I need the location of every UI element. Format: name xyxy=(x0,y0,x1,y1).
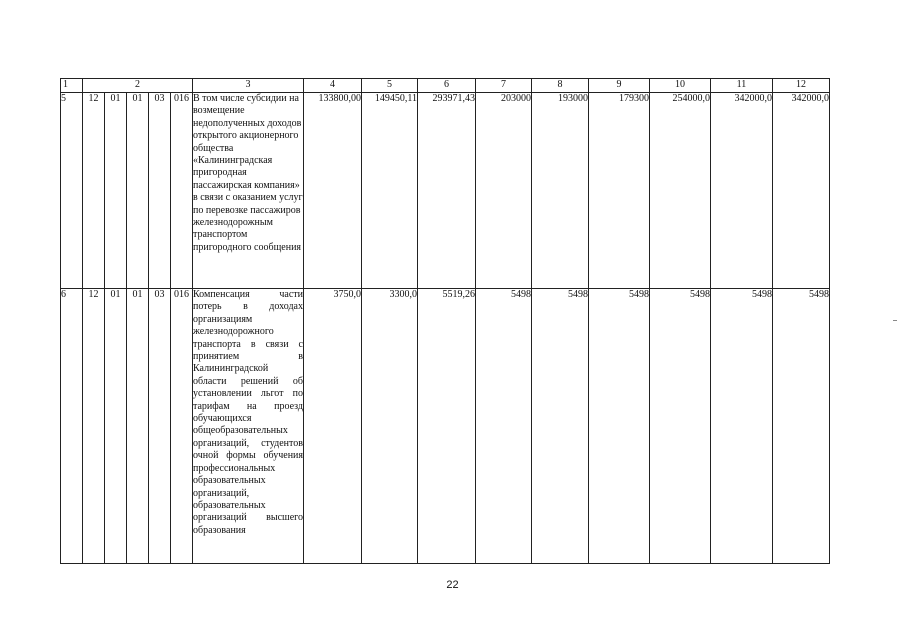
value-cell: 203000 xyxy=(476,93,532,289)
page-number: 22 xyxy=(446,579,459,591)
description-cell: В том числе субсидии на возмещение недополученных доходов открытого акционерного общества «Калининградская пригородная пассажирская компания» в связи с оказанием услуг по перевозке пассажиров железнодорожным транспортом пригородного сообщения xyxy=(193,93,304,289)
table-row xyxy=(61,93,830,289)
value-cell: 254000,0 xyxy=(650,93,711,289)
header-cell: 7 xyxy=(476,79,532,93)
value-cell: 5498 xyxy=(476,289,532,564)
value-cell: 193000 xyxy=(532,93,589,289)
value-cell: 5519,26 xyxy=(418,289,476,564)
code-cell: 01 xyxy=(105,93,127,289)
value-cell: 5498 xyxy=(532,289,589,564)
code-cell: 12 xyxy=(83,289,105,564)
value-cell: 179300 xyxy=(589,93,650,289)
value-cell: 133800,00 xyxy=(304,93,362,289)
header-cell: 5 xyxy=(362,79,418,93)
header-cell: 6 xyxy=(418,79,476,93)
value-cell: 342000,0 xyxy=(773,93,830,289)
header-cell: 11 xyxy=(711,79,773,93)
code-cell: 12 xyxy=(83,93,105,289)
code-cell: 03 xyxy=(149,93,171,289)
value-cell: 5498 xyxy=(650,289,711,564)
scan-artifact xyxy=(893,320,897,321)
value-cell: 3750,0 xyxy=(304,289,362,564)
row-number: 5 xyxy=(61,93,83,289)
header-cell: 9 xyxy=(589,79,650,93)
header-cell: 3 xyxy=(193,79,304,93)
budget-table-sheet xyxy=(60,78,830,564)
code-cell: 016 xyxy=(171,93,193,289)
code-cell: 01 xyxy=(127,93,149,289)
header-cell: 10 xyxy=(650,79,711,93)
header-cell: 8 xyxy=(532,79,589,93)
value-cell: 5498 xyxy=(711,289,773,564)
code-cell: 016 xyxy=(171,289,193,564)
value-cell: 342000,0 xyxy=(711,93,773,289)
table-row xyxy=(61,289,830,564)
header-cell: 4 xyxy=(304,79,362,93)
budget-table xyxy=(60,78,830,564)
value-cell: 293971,43 xyxy=(418,93,476,289)
row-number: 6 xyxy=(61,289,83,564)
header-cell: 1 xyxy=(61,79,83,93)
table-header-row xyxy=(61,79,830,93)
code-cell: 03 xyxy=(149,289,171,564)
value-cell: 149450,11 xyxy=(362,93,418,289)
value-cell: 5498 xyxy=(589,289,650,564)
code-cell: 01 xyxy=(105,289,127,564)
value-cell: 5498 xyxy=(773,289,830,564)
code-cell: 01 xyxy=(127,289,149,564)
description-cell: Компенсация части потерь в доходах организациям железнодорожного транспорта в связи с принятием в Калининградской области решений об установлении льгот по тарифам на проезд обучающихся общеобразовательных организаций, студентов очной формы обучения профессиональных образовательных организаций, образовательных организаций высшего образования xyxy=(193,289,304,564)
header-cell: 2 xyxy=(83,79,193,93)
value-cell: 3300,0 xyxy=(362,289,418,564)
header-cell: 12 xyxy=(773,79,830,93)
